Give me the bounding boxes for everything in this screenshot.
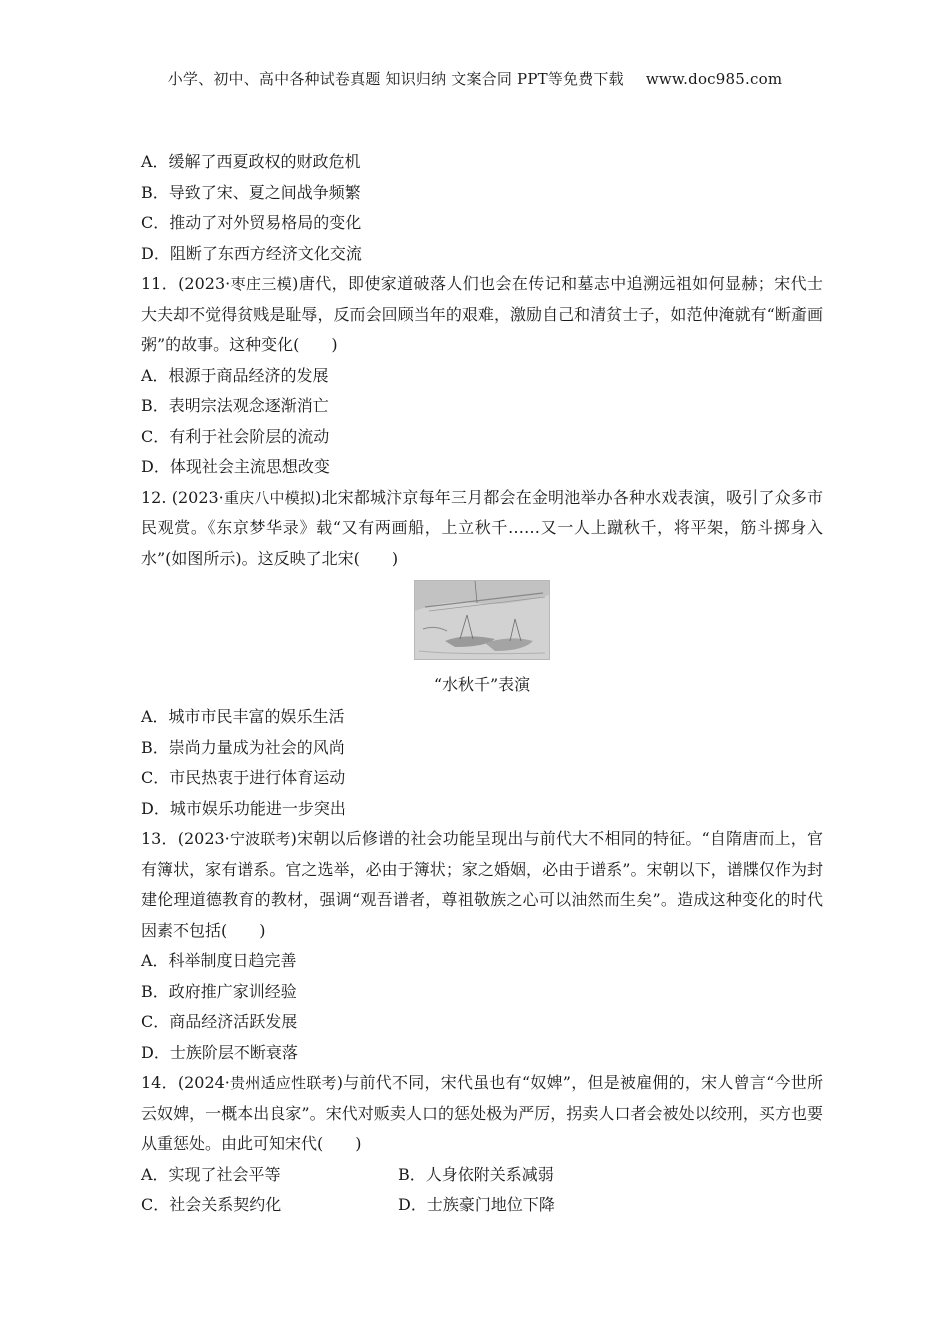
header-text: 小学、初中、高中各种试卷真题 知识归纳 文案合同 PPT等免费下载 bbox=[167, 70, 624, 88]
question-text: 与前代不同，宋代虽也有“奴婢”，但是被雇佣的，宋人曾言“今世所云奴婢，一概本出良家”。宋代对贩卖人口的惩处极为严厉，拐卖人口者会被处以绞刑，买方也要从重惩处。由此可知宋代( ) bbox=[141, 1073, 823, 1153]
page-header bbox=[0, 68, 950, 89]
options-row bbox=[141, 1190, 823, 1221]
option-d: D．士族豪门地位下降 bbox=[398, 1195, 555, 1214]
question-text: 宋朝以后修谱的社会功能呈现出与前代大不相同的特征。“自隋唐而上，官有簿状，家有谱系。官之选举，必由于簿状；家之婚姻，必由于谱系”。宋朝以下，谱牒仅作为封建伦理道德教育的教材，强调“观吾谱者，尊祖敬族之心可以油然而生矣”。造成这种变化的时代因素不包括( ) bbox=[141, 829, 823, 940]
exam-content bbox=[141, 147, 823, 1221]
option-b: B．表明宗法观念逐渐消亡 bbox=[141, 396, 329, 415]
water-swing-illustration bbox=[414, 580, 550, 660]
option-b: B．导致了宋、夏之间战争频繁 bbox=[141, 182, 361, 202]
option-d: D．城市娱乐功能进一步突出 bbox=[141, 798, 346, 818]
source-close: ) bbox=[290, 829, 297, 848]
source-open: (2023· bbox=[171, 487, 224, 507]
option-b: B．人身依附关系减弱 bbox=[398, 1164, 554, 1184]
option-d: D．士族阶层不断衰落 bbox=[141, 1042, 298, 1062]
question-source: 宁波联考 bbox=[229, 830, 291, 848]
question-source: 重庆八中模拟 bbox=[223, 488, 316, 507]
source-close: ) bbox=[315, 487, 322, 507]
source-open: (2024· bbox=[177, 1073, 230, 1092]
question-stem bbox=[141, 824, 823, 946]
figure-caption: “水秋千”表演 bbox=[433, 675, 531, 694]
question-number: 11． bbox=[141, 274, 179, 293]
question-source: 枣庄三模 bbox=[230, 275, 293, 293]
option-a: A．科举制度日趋完善 bbox=[141, 951, 297, 970]
options-row bbox=[141, 1160, 823, 1191]
question-stem bbox=[141, 1068, 823, 1160]
question-text: 唐代，即使家道破落人们也会在传记和墓志中追溯远祖如何显赫；宋代士大夫却不觉得贫贱是耻辱，反而会回顾当年的艰难，激励自己和清贫士子，如范仲淹就有“断齑画粥”的故事。这种变化( ) bbox=[141, 274, 823, 354]
question-source: 贵州适应性联考 bbox=[229, 1074, 337, 1092]
question-number: 13． bbox=[141, 829, 178, 848]
option-a: A．城市市民丰富的娱乐生活 bbox=[141, 707, 345, 726]
source-close: ) bbox=[292, 274, 299, 293]
option-d: D．体现社会主流思想改变 bbox=[141, 457, 330, 476]
option-c: C．市民热衷于进行体育运动 bbox=[141, 768, 346, 787]
question-11 bbox=[141, 269, 823, 483]
question-10-options bbox=[141, 147, 823, 269]
question-text: 北宋都城汴京每年三月都会在金明池举办各种水戏表演，吸引了众多市民观赏。《东京梦华录》载“又有两画船，上立秋千……又一人上蹴秋千，将平架，筋斗掷身入水”(如图所示)。这反映了北宋( ) bbox=[141, 487, 823, 568]
option-a: A．缓解了西夏政权的财政危机 bbox=[141, 152, 361, 171]
source-close: ) bbox=[336, 1073, 344, 1092]
source-open: (2023· bbox=[177, 829, 230, 848]
option-c: C．社会关系契约化 bbox=[141, 1195, 282, 1214]
question-stem bbox=[141, 483, 823, 575]
question-13 bbox=[141, 824, 823, 1068]
option-d: D．阻断了东西方经济文化交流 bbox=[141, 243, 362, 263]
option-c: C．推动了对外贸易格局的变化 bbox=[141, 213, 362, 232]
option-b: B．崇尚力量成为社会的风尚 bbox=[141, 737, 345, 757]
option-a: A．实现了社会平等 bbox=[141, 1164, 281, 1184]
header-url[interactable]: www.doc985.com bbox=[645, 70, 783, 88]
question-number: 12. bbox=[141, 487, 172, 507]
figure bbox=[141, 580, 823, 664]
option-c: C．有利于社会阶层的流动 bbox=[141, 426, 330, 446]
option-a: A．根源于商品经济的发展 bbox=[141, 365, 329, 385]
option-b: B．政府推广家训经验 bbox=[141, 981, 297, 1001]
question-stem bbox=[141, 269, 823, 361]
question-12 bbox=[141, 483, 823, 825]
option-c: C．商品经济活跃发展 bbox=[141, 1012, 298, 1031]
source-open: (2023· bbox=[178, 274, 231, 293]
question-14 bbox=[141, 1068, 823, 1221]
question-number: 14． bbox=[141, 1073, 178, 1092]
